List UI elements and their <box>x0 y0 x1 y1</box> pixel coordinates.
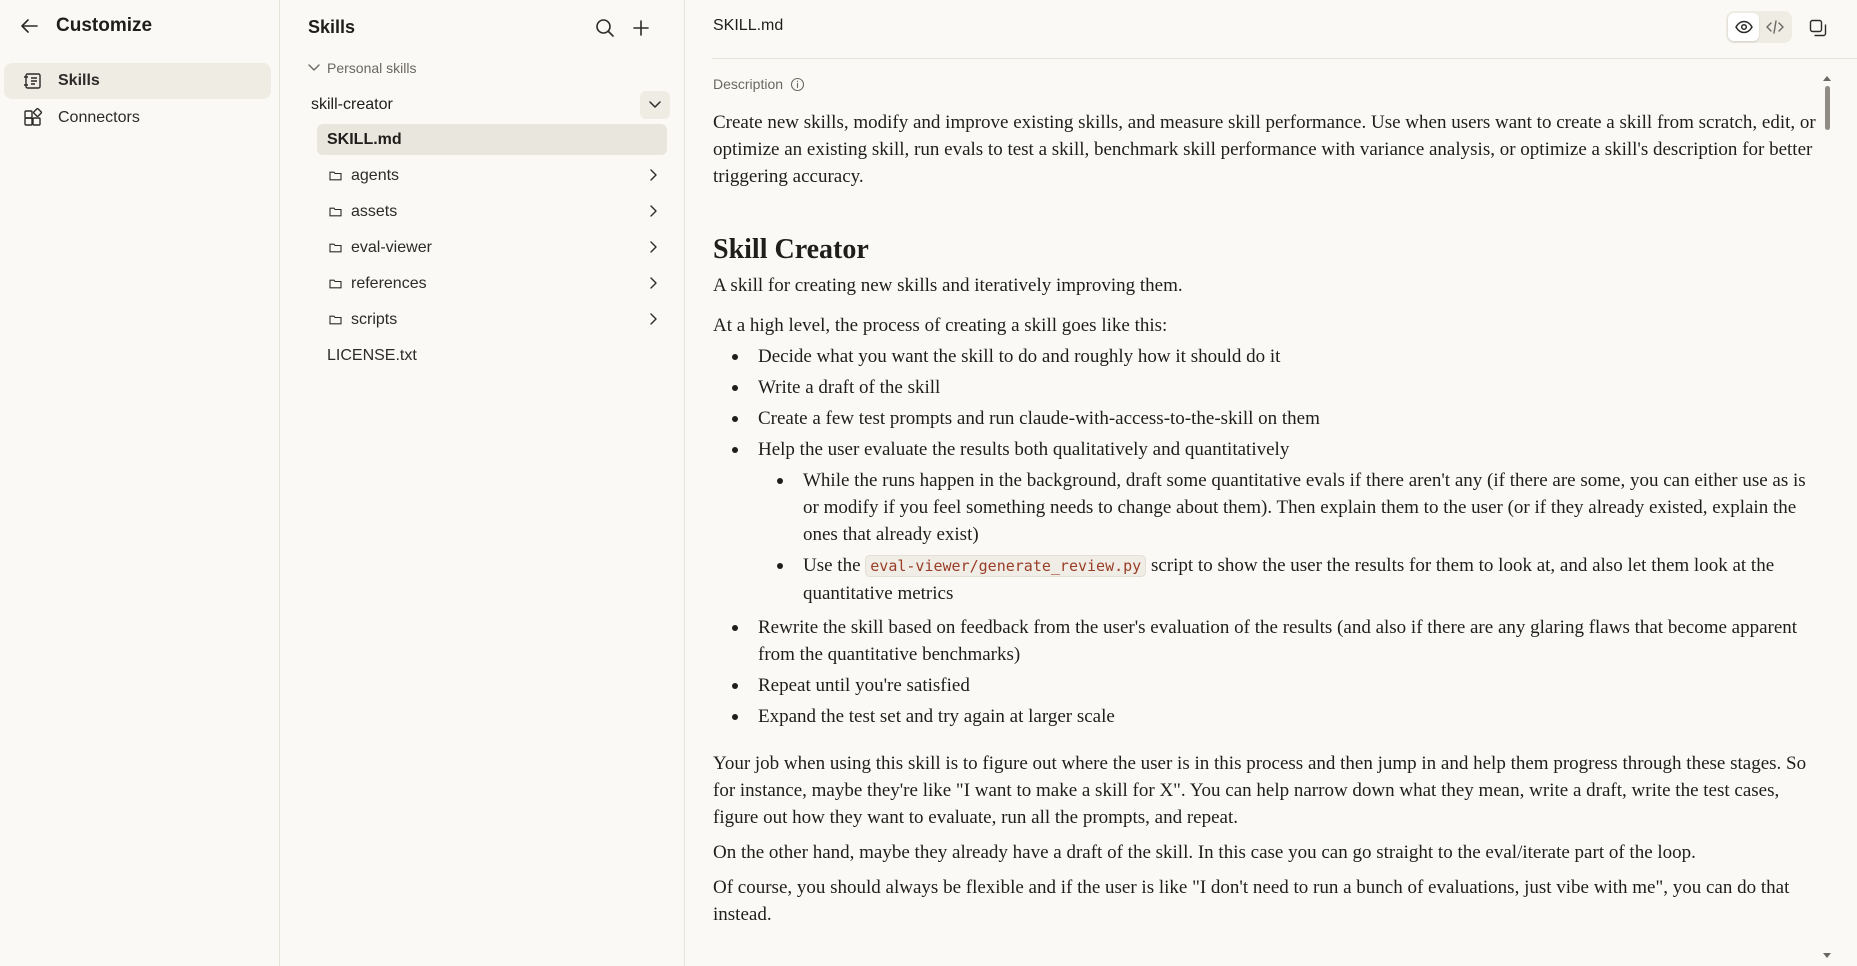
chevron-right-icon <box>649 240 657 254</box>
info-icon[interactable] <box>790 77 805 92</box>
doc-intro: A skill for creating new skills and iteratively improving them. <box>713 275 1183 296</box>
code-mode-button[interactable] <box>1759 13 1790 41</box>
folder-label: agents <box>351 166 400 184</box>
file-label: SKILL.md <box>327 130 402 148</box>
page-title: Customize <box>56 15 153 36</box>
scroll-thumb[interactable] <box>1825 86 1830 130</box>
code-icon <box>1766 19 1784 35</box>
scroll-down-arrow[interactable] <box>1823 953 1831 958</box>
copy-button[interactable] <box>1804 14 1832 42</box>
add-skill-button[interactable] <box>627 14 655 42</box>
folder-icon <box>329 314 343 325</box>
view-mode-toggle <box>1726 11 1792 43</box>
list-item: Repeat until you're satisfied <box>713 672 1821 699</box>
skill-collapse-toggle[interactable] <box>640 91 670 119</box>
chevron-right-icon <box>649 168 657 182</box>
sub-list-item: While the runs happen in the background, draft some quantitative evals if there aren't any (if there are some, you can either use as is or modify if you feel something needs to change about them). Then explain them to the user (or if they already existed, explain the ones that already exist) <box>758 467 1821 548</box>
doc-paragraph: Your job when using this skill is to figure out where the user is in this process and then jump in and help them progress through these stages. So for instance, maybe they're like "I want to make a skill for X". You can help narrow down what they mean, write a draft, write the test cases, figure out how they want to evaluate, run all the prompts, and repeat. <box>713 753 1807 828</box>
description-label-text: Description <box>713 76 784 92</box>
description-text: Create new skills, modify and improve existing skills, and measure skill performance. Use when users want to create a skill from scratch, edit, or optimize an existing skill, run evals to test a skill, benchmark skill performance with variance analysis, or optimize a skill's description for better triggering accuracy. <box>713 112 1816 187</box>
nav-item-label: Skills <box>58 72 100 89</box>
folder-icon <box>329 170 343 181</box>
chevron-down-icon <box>307 63 321 73</box>
folder-scripts[interactable] <box>317 304 667 335</box>
doc-process-intro: At a high level, the process of creating a skill goes like this: <box>713 315 1168 336</box>
arrow-left-icon <box>20 18 38 34</box>
list-item: Rewrite the skill based on feedback from the user's evaluation of the results (and also if there are any glaring flaws that become apparent from the quantitative benchmarks) <box>713 614 1821 668</box>
connectors-icon <box>22 107 44 129</box>
header-divider <box>712 58 1857 59</box>
markdown-preview <box>713 109 1821 928</box>
folder-icon <box>329 206 343 217</box>
process-list <box>713 343 1821 730</box>
folder-label: references <box>351 274 427 292</box>
file-label: LICENSE.txt <box>327 346 417 364</box>
nav-item-skills[interactable] <box>4 63 271 99</box>
chevron-right-icon <box>649 204 657 218</box>
group-label: Personal skills <box>327 60 417 76</box>
list-item: Write a draft of the skill <box>713 374 1821 401</box>
chevron-right-icon <box>649 276 657 290</box>
personal-skills-group[interactable] <box>307 58 416 78</box>
sub-list-item <box>758 552 1821 607</box>
search-button[interactable] <box>591 14 619 42</box>
nav-item-connectors[interactable] <box>4 100 271 136</box>
sub-list <box>758 467 1821 607</box>
list-item-text: Help the user evaluate the results both qualitatively and quantitatively <box>758 439 1290 460</box>
file-skill-md[interactable] <box>317 124 667 155</box>
plus-icon <box>632 19 650 37</box>
back-button[interactable] <box>16 14 42 38</box>
skills-icon <box>22 70 44 92</box>
skills-panel <box>281 0 685 966</box>
skill-item-skill-creator[interactable] <box>311 91 670 119</box>
file-viewer <box>686 0 1857 966</box>
content-scrollbar[interactable] <box>1822 76 1832 958</box>
folder-references[interactable] <box>317 268 667 299</box>
list-item <box>713 436 1821 607</box>
scroll-up-arrow[interactable] <box>1823 76 1831 81</box>
preview-mode-button[interactable] <box>1728 13 1759 41</box>
folder-assets[interactable] <box>317 196 667 227</box>
customize-nav <box>0 0 280 966</box>
chevron-right-icon <box>649 312 657 326</box>
nav-item-label: Connectors <box>58 109 140 126</box>
nav-header <box>16 14 152 38</box>
copy-icon <box>1809 19 1827 37</box>
folder-agents[interactable] <box>317 160 667 191</box>
eye-icon <box>1735 20 1753 34</box>
folder-label: assets <box>351 202 398 220</box>
search-icon <box>595 18 615 38</box>
description-label <box>713 76 805 92</box>
doc-paragraph: On the other hand, maybe they already have a draft of the skill. In this case you can go straight to the eval/iterate part of the loop. <box>713 842 1696 863</box>
list-item: Decide what you want the skill to do and roughly how it should do it <box>713 343 1821 370</box>
sub-list-item-text: script to show the user the results for them to look at, and also let them look at the quantitative metrics <box>803 555 1775 604</box>
folder-label: scripts <box>351 310 398 328</box>
chevron-down-icon <box>648 100 662 110</box>
folder-eval-viewer[interactable] <box>317 232 667 263</box>
list-item: Expand the test set and try again at larger scale <box>713 703 1821 730</box>
doc-paragraph: Of course, you should always be flexible and if the user is like "I don't need to run a bunch of evaluations, just vibe with me", you can do that instead. <box>713 877 1790 925</box>
file-title: SKILL.md <box>713 17 784 34</box>
doc-heading: Skill Creator <box>713 234 869 265</box>
file-license-txt[interactable] <box>317 340 667 371</box>
inline-code: eval-viewer/generate_review.py <box>865 555 1146 577</box>
folder-icon <box>329 242 343 253</box>
skills-panel-title: Skills <box>308 17 356 37</box>
folder-label: eval-viewer <box>351 238 432 256</box>
skill-name: skill-creator <box>311 96 393 113</box>
list-item: Create a few test prompts and run claude-with-access-to-the-skill on them <box>713 405 1821 432</box>
sub-list-item-text: Use the <box>803 555 861 576</box>
folder-icon <box>329 278 343 289</box>
